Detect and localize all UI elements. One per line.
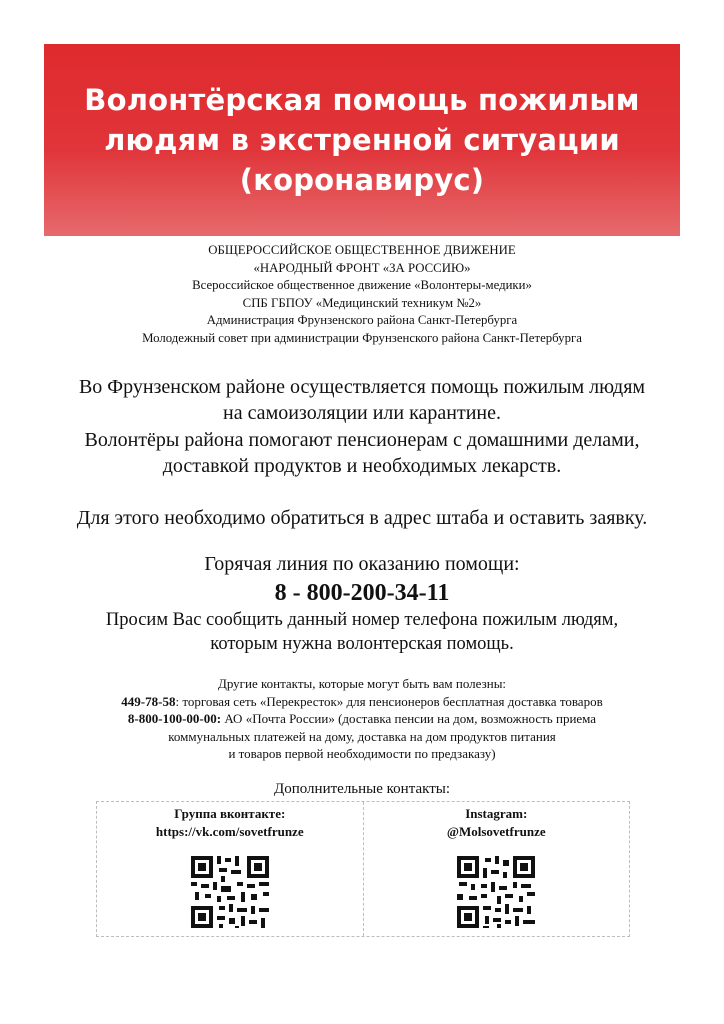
qr-code-icon[interactable] [457, 856, 535, 928]
organizations-list [0, 242, 724, 348]
instagram-handle[interactable]: @Molsovetfrunze [446, 824, 546, 839]
hotline-request-line: Просим Вас сообщить данный номер телефона пожилым людям, [105, 610, 619, 630]
vk-label: Группа вконтакте: [174, 806, 286, 821]
intro-line: Волонтёры района помогают пенсионерам с домашними делами, [84, 428, 640, 451]
additional-contacts-table [96, 801, 630, 937]
other-contacts-section [0, 675, 724, 763]
intro-line: Во Фрунзенском районе осуществляется помощь пожилым людям [78, 376, 646, 398]
contact-phone[interactable]: 449-78-58 [121, 693, 176, 709]
organization-line: ОБЩЕРОССИЙСКОЕ ОБЩЕСТВЕННОЕ ДВИЖЕНИЕ [208, 243, 516, 257]
contact-description-continued: и товаров первой необходимости по предзаказу) [228, 746, 496, 761]
organization-line: Всероссийское общественное движение «Волонтеры-медики» [192, 278, 532, 293]
banner-title-line-3: (коронавирус) [239, 163, 485, 197]
vk-link[interactable]: https://vk.com/sovetfrunze [155, 824, 304, 839]
vk-contact-cell [97, 802, 363, 936]
intro-text [0, 374, 724, 531]
other-contacts-title: Другие контакты, которые могут быть вам полезны: [217, 676, 507, 691]
request-line: Для этого необходимо обратиться в адрес штаба и оставить заявку. [76, 507, 648, 530]
hotline-title: Горячая линия по оказанию помощи: [204, 553, 520, 575]
hotline-phone-number[interactable]: 8 - 800-200-34-11 [274, 580, 450, 606]
additional-contacts-title: Дополнительные контакты: [274, 781, 450, 797]
contact-phone[interactable]: 8-800-100-00-00: [127, 711, 222, 726]
intro-line: на самоизоляции или карантине. [222, 402, 502, 425]
intro-line: доставкой продуктов и необходимых лекарств. [162, 454, 562, 477]
instagram-contact-cell [363, 802, 630, 936]
contact-description: АО «Почта России» (доставка пенсии на дом, возможность приема [221, 711, 597, 726]
qr-code-icon[interactable] [191, 856, 269, 928]
contact-item [0, 710, 724, 728]
organization-line: СПБ ГБПОУ «Медицинский техникум №2» [242, 295, 482, 310]
instagram-label: Instagram: [465, 806, 528, 821]
contact-description-continued: коммунальных платежей на дому, доставка на дом продуктов питания [168, 728, 556, 744]
contact-description: : торговая сеть «Перекресток» для пенсионеров бесплатная доставка товаров [175, 693, 603, 709]
banner-title-line-2: людям в экстренной ситуации [104, 123, 620, 157]
hotline-section [0, 551, 724, 656]
hotline-request-line: которым нужна волонтерская помощь. [210, 634, 514, 654]
organization-line: Администрация Фрунзенского района Санкт-Петербурга [206, 313, 518, 328]
organization-line: Молодежный совет при администрации Фрунзенского района Санкт-Петербурга [142, 330, 582, 345]
organization-line: «НАРОДНЫЙ ФРОНТ «ЗА РОССИЮ» [253, 260, 471, 275]
contact-item [0, 693, 724, 711]
title-banner [44, 44, 680, 236]
banner-title-line-1: Волонтёрская помощь пожилым [84, 83, 640, 117]
